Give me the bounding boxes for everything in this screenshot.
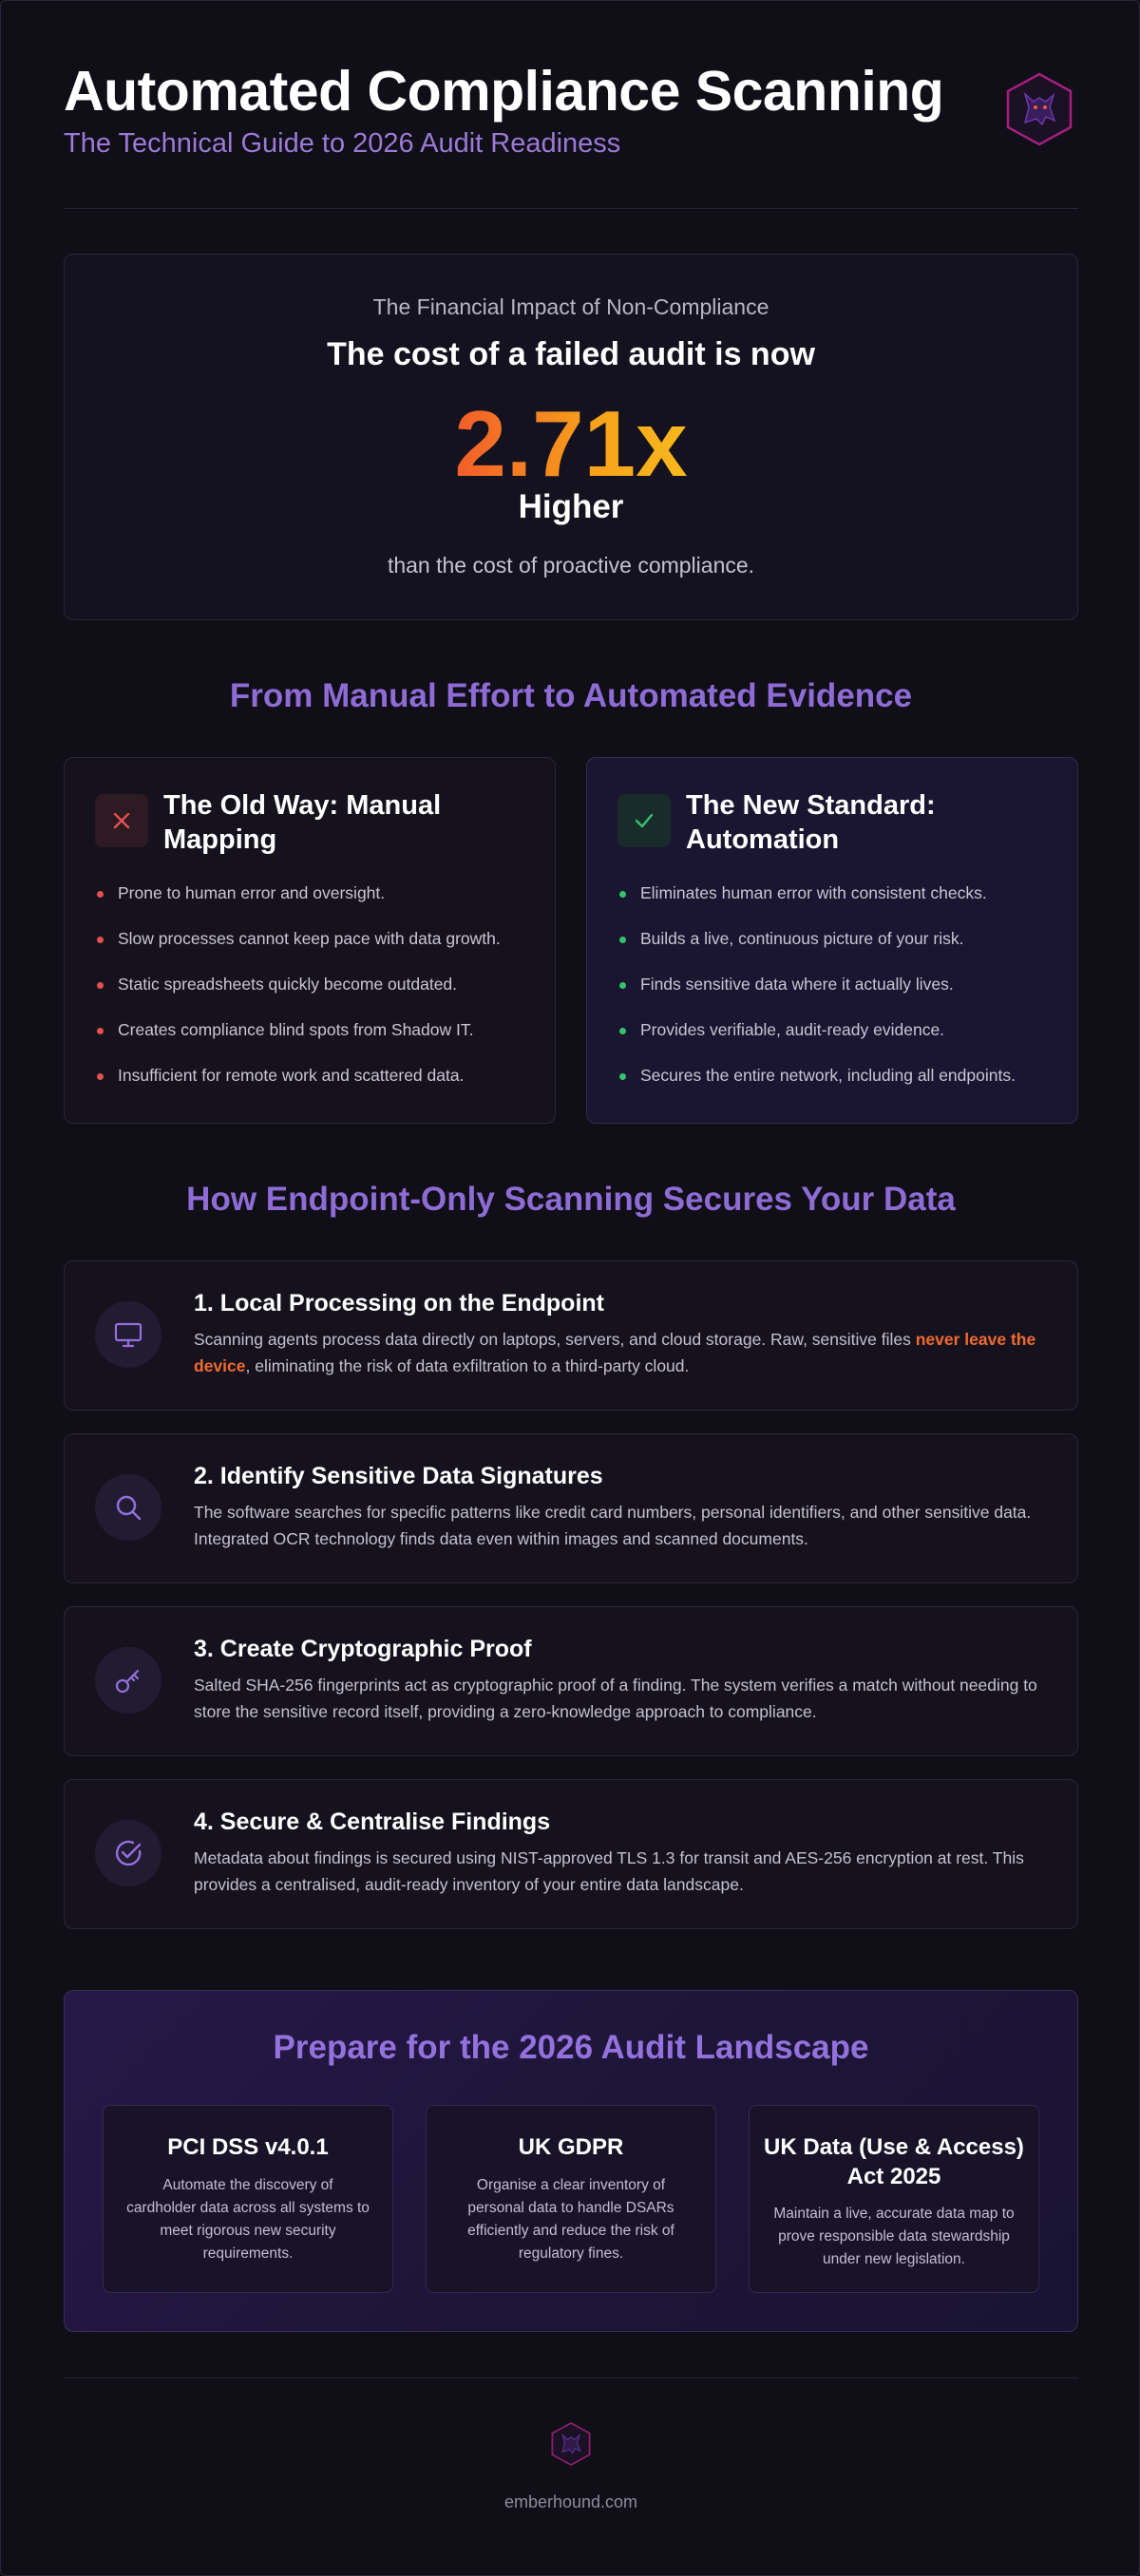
header bbox=[64, 56, 1078, 208]
regulation-title: UK GDPR bbox=[518, 2134, 624, 2160]
cost-card bbox=[64, 254, 1078, 620]
hound-logo-icon bbox=[550, 2421, 592, 2467]
step-title: 2. Identify Sensitive Data Signatures bbox=[194, 1463, 603, 1489]
page-subtitle: The Technical Guide to 2026 Audit Readiness bbox=[64, 128, 621, 159]
comparison-heading: From Manual Effort to Automated Evidence bbox=[229, 677, 913, 714]
list-item bbox=[95, 1018, 542, 1064]
step-card-4 bbox=[64, 1779, 1078, 1929]
list-item-text: Creates compliance blind spots from Shadow IT. bbox=[118, 1020, 474, 1039]
step-title: 4. Secure & Centralise Findings bbox=[194, 1809, 551, 1835]
cost-headline: The cost of a failed audit is now bbox=[327, 336, 815, 372]
key-icon bbox=[95, 1647, 162, 1714]
check-icon bbox=[618, 794, 671, 847]
new-standard-card bbox=[586, 757, 1078, 1124]
cost-footnote: than the cost of proactive compliance. bbox=[387, 553, 755, 578]
list-item bbox=[618, 973, 1064, 1018]
regulation-title: PCI DSS v4.0.1 bbox=[167, 2134, 329, 2160]
list-item-text: Provides verifiable, audit-ready evidence. bbox=[640, 1020, 945, 1039]
bullet-dot bbox=[97, 891, 104, 898]
regulation-description: Maintain a live, accurate data map to prove responsible data stewardship under new legislation. bbox=[773, 2206, 1015, 2267]
regulation-card-pci bbox=[103, 2105, 393, 2293]
list-item-text: Slow processes cannot keep pace with data growth. bbox=[118, 929, 501, 948]
step-desc-highlight: never leave the device bbox=[194, 1330, 1036, 1375]
bullet-dot bbox=[97, 1028, 104, 1034]
step-desc-text: , eliminating the risk of data exfiltration to a third-party cloud. bbox=[245, 1356, 690, 1375]
regulation-description: Organise a clear inventory of personal data to handle DSARs efficiently and reduce the risk of regulatory fines. bbox=[467, 2177, 674, 2262]
list-item bbox=[95, 927, 542, 973]
list-item-text: Insufficient for remote work and scattered data. bbox=[118, 1066, 465, 1085]
cost-higher: Higher bbox=[518, 488, 624, 525]
step-title: 1. Local Processing on the Endpoint bbox=[194, 1290, 604, 1316]
list-item bbox=[618, 881, 1064, 927]
cost-multiplier bbox=[65, 391, 1077, 496]
step-title: 3. Create Cryptographic Proof bbox=[194, 1636, 532, 1662]
list-item-text: Static spreadsheets quickly become outdated. bbox=[118, 975, 458, 994]
bullet-dot bbox=[97, 937, 104, 943]
bullet-dot bbox=[619, 1028, 626, 1034]
list-item bbox=[95, 881, 542, 927]
bullet-dot bbox=[619, 937, 626, 943]
regulation-card-data-act bbox=[749, 2105, 1039, 2293]
prepare-section bbox=[64, 1990, 1078, 2332]
list-item bbox=[618, 1064, 1064, 1109]
new-standard-title: The New Standard: Automation bbox=[686, 790, 936, 855]
step-card-3 bbox=[64, 1606, 1078, 1756]
regulation-card-gdpr bbox=[426, 2105, 716, 2293]
search-icon bbox=[95, 1474, 162, 1541]
regulation-title: UK Data (Use & Access) Act 2025 bbox=[764, 2134, 1024, 2189]
cost-eyebrow: The Financial Impact of Non-Compliance bbox=[372, 294, 770, 319]
header-divider bbox=[64, 208, 1078, 209]
hound-logo-icon bbox=[1004, 71, 1074, 147]
step-card-1 bbox=[64, 1260, 1078, 1411]
list-item-text: Secures the entire network, including all endpoints. bbox=[640, 1066, 1016, 1085]
page-title: Automated Compliance Scanning bbox=[64, 60, 944, 123]
list-item bbox=[95, 1064, 542, 1109]
bullet-dot bbox=[97, 982, 104, 989]
footer-domain[interactable]: emberhound.com bbox=[504, 2492, 638, 2511]
check-circle-icon bbox=[95, 1820, 162, 1886]
footer-divider bbox=[64, 2377, 1078, 2378]
step-desc-text: Scanning agents process data directly on laptops, servers, and cloud storage. Raw, sensitive files bbox=[194, 1330, 916, 1349]
step-description: Metadata about findings is secured using NIST-approved TLS 1.3 for transit and AES-256 encryption at rest. This provides a centralised, audit-ready inventory of your entire data landscape. bbox=[194, 1848, 1024, 1894]
list-item bbox=[618, 1018, 1064, 1064]
step-description bbox=[194, 1326, 1054, 1379]
bullet-dot bbox=[97, 1073, 104, 1080]
list-item bbox=[618, 927, 1064, 973]
step-description: Salted SHA-256 fingerprints act as cryptographic proof of a finding. The system verifies a match without needing to store the sensitive record itself, providing a zero-knowledge approach to compliance. bbox=[194, 1676, 1037, 1721]
step-description: The software searches for specific patterns like credit card numbers, personal identifiers, and other sensitive data. Integrated OCR technology finds data even within images and scanned documents. bbox=[194, 1503, 1032, 1548]
steps-heading: How Endpoint-Only Scanning Secures Your Data bbox=[186, 1181, 956, 1218]
new-standard-list bbox=[618, 881, 1064, 1109]
old-way-list bbox=[95, 881, 542, 1109]
monitor-icon bbox=[95, 1301, 162, 1368]
list-item-text: Prone to human error and oversight. bbox=[118, 883, 386, 902]
old-way-card bbox=[64, 757, 556, 1124]
bullet-dot bbox=[619, 982, 626, 989]
list-item bbox=[95, 973, 542, 1018]
x-icon bbox=[95, 794, 148, 847]
prepare-heading: Prepare for the 2026 Audit Landscape bbox=[273, 2029, 869, 2066]
cost-multiplier-value: 2.71x bbox=[454, 391, 688, 496]
list-item-text: Eliminates human error with consistent checks. bbox=[640, 883, 987, 902]
bullet-dot bbox=[619, 891, 626, 898]
bullet-dot bbox=[619, 1073, 626, 1080]
regulation-description: Automate the discovery of cardholder data across all systems to meet rigorous new security requirements. bbox=[126, 2177, 370, 2262]
list-item-text: Finds sensitive data where it actually lives. bbox=[640, 975, 954, 994]
list-item-text: Builds a live, continuous picture of your risk. bbox=[640, 929, 964, 948]
old-way-title: The Old Way: Manual Mapping bbox=[163, 790, 442, 855]
step-card-2 bbox=[64, 1433, 1078, 1583]
